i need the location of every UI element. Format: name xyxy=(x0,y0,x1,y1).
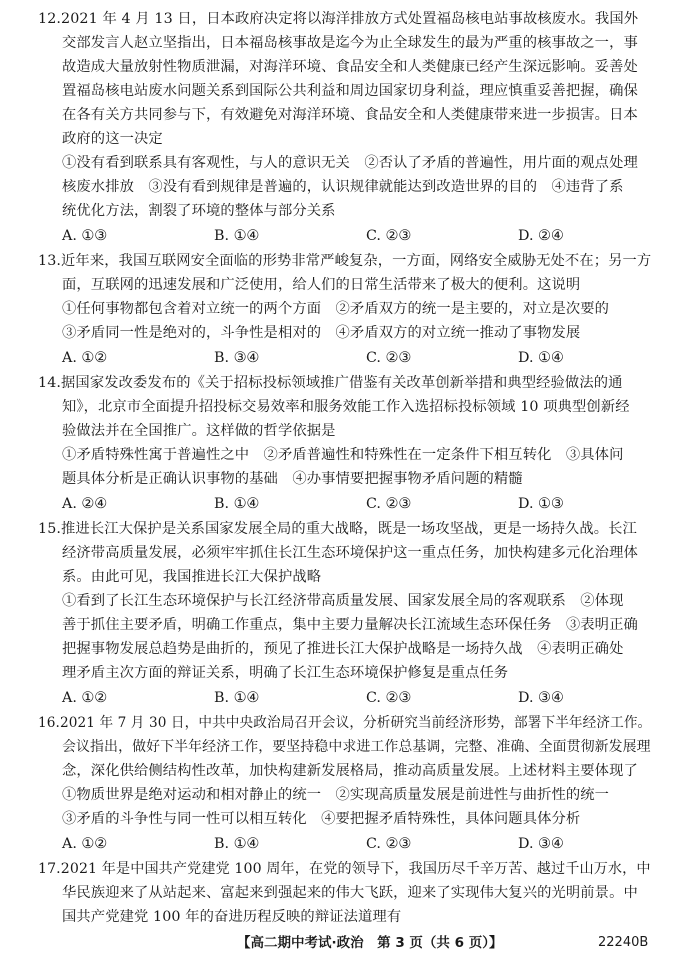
question-line: 验做法并在全国推广。这样做的哲学依据是 xyxy=(62,423,336,439)
footer-exam-code: 22240B xyxy=(598,935,649,950)
answer-option-c: C. ②③ xyxy=(366,350,412,366)
answer-option-d: D. ③④ xyxy=(518,690,564,706)
answer-option-d: D. ①③ xyxy=(518,496,564,512)
answer-option-a: A. ①② xyxy=(62,690,108,706)
question-line: 16.2021 年 7 月 30 日，中共中央政治局召开会议，分析研究当前经济形势，部署下半年经济工作。 xyxy=(38,715,652,731)
question-line: 系。由此可见，我国推进长江大保护战略 xyxy=(62,569,322,585)
answer-option-d: D. ②④ xyxy=(518,228,564,244)
answer-option-c: C. ②③ xyxy=(366,496,412,512)
answer-option-c: C. ②③ xyxy=(366,836,412,852)
question-line: 知》，北京市全面提升招投标交易效率和服务效能工作入选招标投标领域 10 项典型创新经 xyxy=(62,399,630,415)
question-line: ①任何事物都包含着对立统一的两个方面 ②矛盾双方的统一是主要的，对立是次要的 xyxy=(62,301,610,317)
question-line: 13.近年来，我国互联网安全面临的形势非常严峻复杂，一方面，网络安全威胁无处不在；另一方 xyxy=(38,253,652,269)
question-line: 把握事物发展总趋势是曲折的，预见了推进长江大保护战略是一场持久战 ④表明正确处 xyxy=(62,641,624,657)
question-line: ①看到了长江生态环境保护与长江经济带高质量发展、国家发展全局的客观联系 ②体现 xyxy=(62,593,624,609)
question-line: 政府的这一决定 xyxy=(62,131,163,147)
question-line: 在各有关方共同参与下，有效避免对海洋环境、食品安全和人类健康带来进一步损害。日本 xyxy=(62,107,638,123)
question-line: 经济带高质量发展，必须牢牢抓住长江生态环境保护这一重点任务，加快构建多元化治理体 xyxy=(62,545,638,561)
question-line: 12.2021 年 4 月 13 日，日本政府决定将以海洋排放方式处置福岛核电站事故核废水。我国外 xyxy=(38,11,639,27)
answer-option-b: B. ①④ xyxy=(214,228,260,244)
question-line: 故造成大量放射性物质泄漏，对海洋环境、食品安全和人类健康已经产生深远影响。妥善处 xyxy=(62,59,638,75)
question-line: 善于抓住主要矛盾，明确工作重点，集中主要力量解决长江流域生态环保任务 ③表明正确 xyxy=(62,617,638,633)
question-line: 面，互联网的迅速发展和广泛使用，给人们的日常生活带来了极大的便利。这说明 xyxy=(62,277,581,293)
question-line: ①没有看到联系具有客观性，与人的意识无关 ②否认了矛盾的普遍性，用片面的观点处理 xyxy=(62,155,638,171)
answer-option-a: A. ①③ xyxy=(62,228,108,244)
answer-option-d: D. ①④ xyxy=(518,350,564,366)
question-line: 交部发言人赵立坚指出，日本福岛核事故是迄今为止全球发生的最为严重的核事故之一，事 xyxy=(62,35,638,51)
answer-option-a: A. ①② xyxy=(62,836,108,852)
question-line: 会议指出，做好下半年经济工作，要坚持稳中求进工作总基调，完整、准确、全面贯彻新发展理 xyxy=(62,739,651,755)
answer-option-b: B. ①④ xyxy=(214,690,260,706)
footer-page-info: 【高二期中考试·政治 第 3 页（共 6 页）】 xyxy=(237,935,503,951)
question-line: ③矛盾的斗争性与同一性可以相互转化 ④要把握矛盾特殊性，具体问题具体分析 xyxy=(62,811,581,827)
question-line: 14.据国家发改委发布的《关于招标投标领域推广借鉴有关改革创新举措和典型经验做法的通 xyxy=(38,375,623,391)
question-line: 15.推进长江大保护是关系国家发展全局的重大战略，既是一场攻坚战，更是一场持久战。长江 xyxy=(38,521,637,537)
question-line: 统优化方法，割裂了环境的整体与部分关系 xyxy=(62,203,336,219)
answer-option-b: B. ③④ xyxy=(214,350,260,366)
question-line: ③矛盾同一性是绝对的，斗争性是相对的 ④矛盾双方的对立统一推动了事物发展 xyxy=(62,325,581,341)
answer-option-b: B. ①④ xyxy=(214,836,260,852)
question-line: 置福岛核电站废水问题关系到国际公共利益和周边国家切身利益，理应慎重妥善把握，确保 xyxy=(62,83,638,99)
question-line: 题具体分析是正确认识事物的基础 ④办事情要把握事物矛盾问题的精髓 xyxy=(62,471,523,487)
question-line: ①物质世界是绝对运动和相对静止的统一 ②实现高质量发展是前进性与曲折性的统一 xyxy=(62,787,610,803)
answer-option-c: C. ②③ xyxy=(366,690,412,706)
question-line: ①矛盾特殊性寓于普遍性之中 ②矛盾普遍性和特殊性在一定条件下相互转化 ③具体问 xyxy=(62,447,624,463)
question-line: 华民族迎来了从站起来、富起来到强起来的伟大飞跃，迎来了实现伟大复兴的光明前景。中 xyxy=(62,885,638,901)
question-line: 国共产党建党 100 年的奋进历程反映的辩证法道理有 xyxy=(62,909,402,925)
question-line: 念，深化供给侧结构性改革，加快构建新发展格局，推动高质量发展。上述材料主要体现了 xyxy=(62,763,638,779)
answer-option-c: C. ②③ xyxy=(366,228,412,244)
question-line: 理矛盾主次方面的辩证关系，明确了长江生态环境保护修复是重点任务 xyxy=(62,665,509,681)
question-line: 核废水排放 ③没有看到规律是普遍的，认识规律就能达到改造世界的目的 ④违背了系 xyxy=(62,179,624,195)
answer-option-d: D. ③④ xyxy=(518,836,564,852)
answer-option-a: A. ②④ xyxy=(62,496,108,512)
answer-option-a: A. ①② xyxy=(62,350,108,366)
page-footer xyxy=(0,930,677,956)
answer-option-b: B. ①④ xyxy=(214,496,260,512)
question-line: 17.2021 年是中国共产党建党 100 周年，在党的领导下，我国历尽千辛万苦、越过千山万水，中 xyxy=(38,861,651,877)
